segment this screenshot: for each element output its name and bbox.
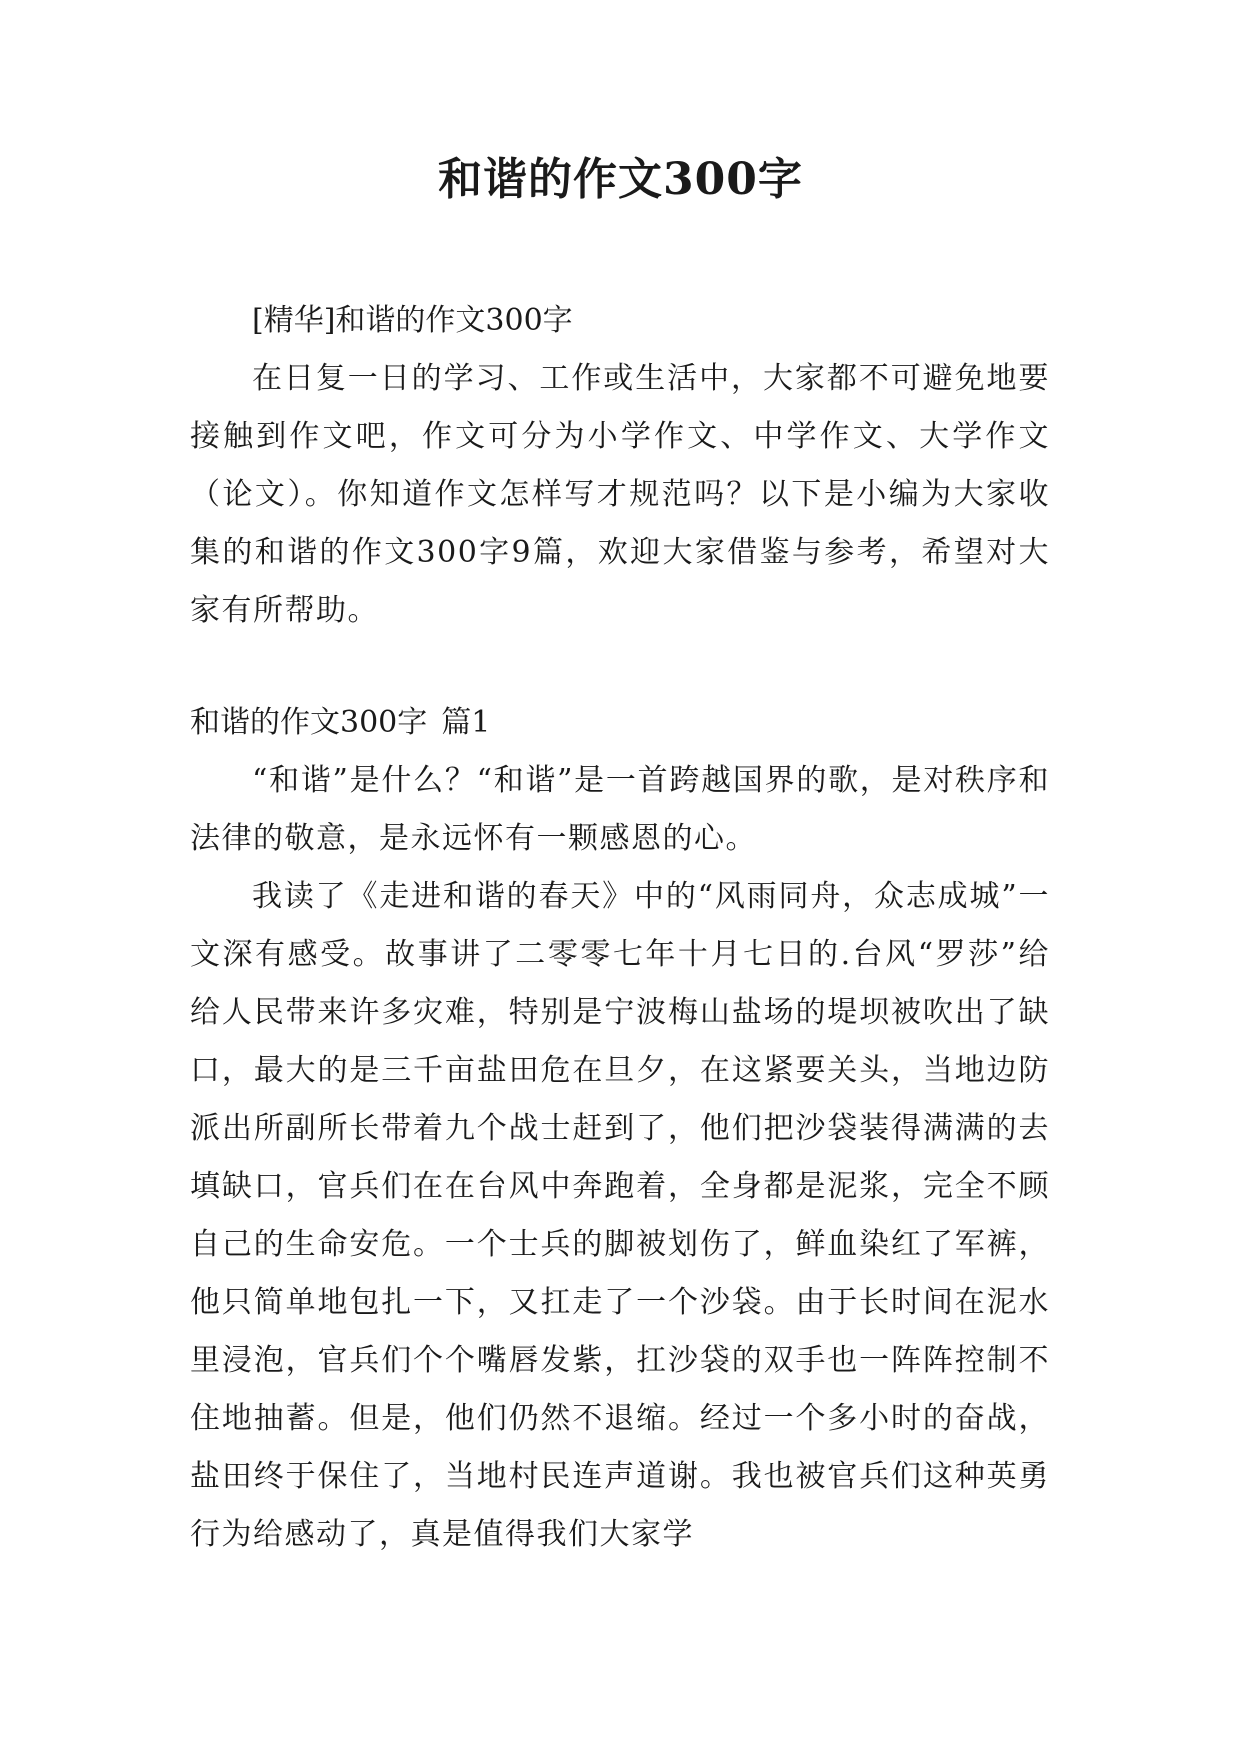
body-paragraph-1: “和谐”是什么？“和谐”是一首跨越国界的歌，是对秩序和法律的敬意，是永远怀有一颗感恩的心。: [190, 763, 1050, 856]
body-paragraph-2: 我读了《走进和谐的春天》中的“风雨同舟，众志成城”一文深有感受。故事讲了二零零七年十月七日的.台风“罗莎”给给人民带来许多灾难，特别是宁波梅山盐场的堤坝被吹出了缺口，最大的是三千亩盐田危在旦夕，在这紧要关头，当地边防派出所副所长带着九个战士赶到了，他们把沙袋装得满满的去填缺口，官兵们在在台风中奔跑着，全身都是泥浆，完全不顾自己的生命安危。一个士兵的脚被划伤了，鲜血染红了军裤，他只简单地包扎一下，又扛走了一个沙袋。由于长时间在泥水里浸泡，官兵们个个嘴唇发紫，扛沙袋的双手也一阵阵控制不住地抽蓄。但是，他们仍然不退缩。经过一个多小时的奋战，盐田终于保住了，当地村民连声道谢。我也被官兵们这种英勇行为给感动了，真是值得我们大家学: [190, 879, 1050, 1552]
intro-paragraph: 在日复一日的学习、工作或生活中，大家都不可避免地要接触到作文吧，作文可分为小学作文、中学作文、大学作文（论文）。你知道作文怎样写才规范吗？以下是小编为大家收集的和谐的作文300字9篇，欢迎大家借鉴与参考，希望对大家有所帮助。: [190, 361, 1050, 628]
document-body: [190, 292, 1050, 1564]
section-heading-number: 篇1: [441, 705, 491, 740]
document-subtitle: [精华]和谐的作文300字: [252, 303, 573, 338]
document-title: 和谐的作文300字: [438, 154, 803, 205]
section-heading: [190, 694, 1050, 752]
section-heading-title: 和谐的作文300字: [190, 705, 428, 740]
